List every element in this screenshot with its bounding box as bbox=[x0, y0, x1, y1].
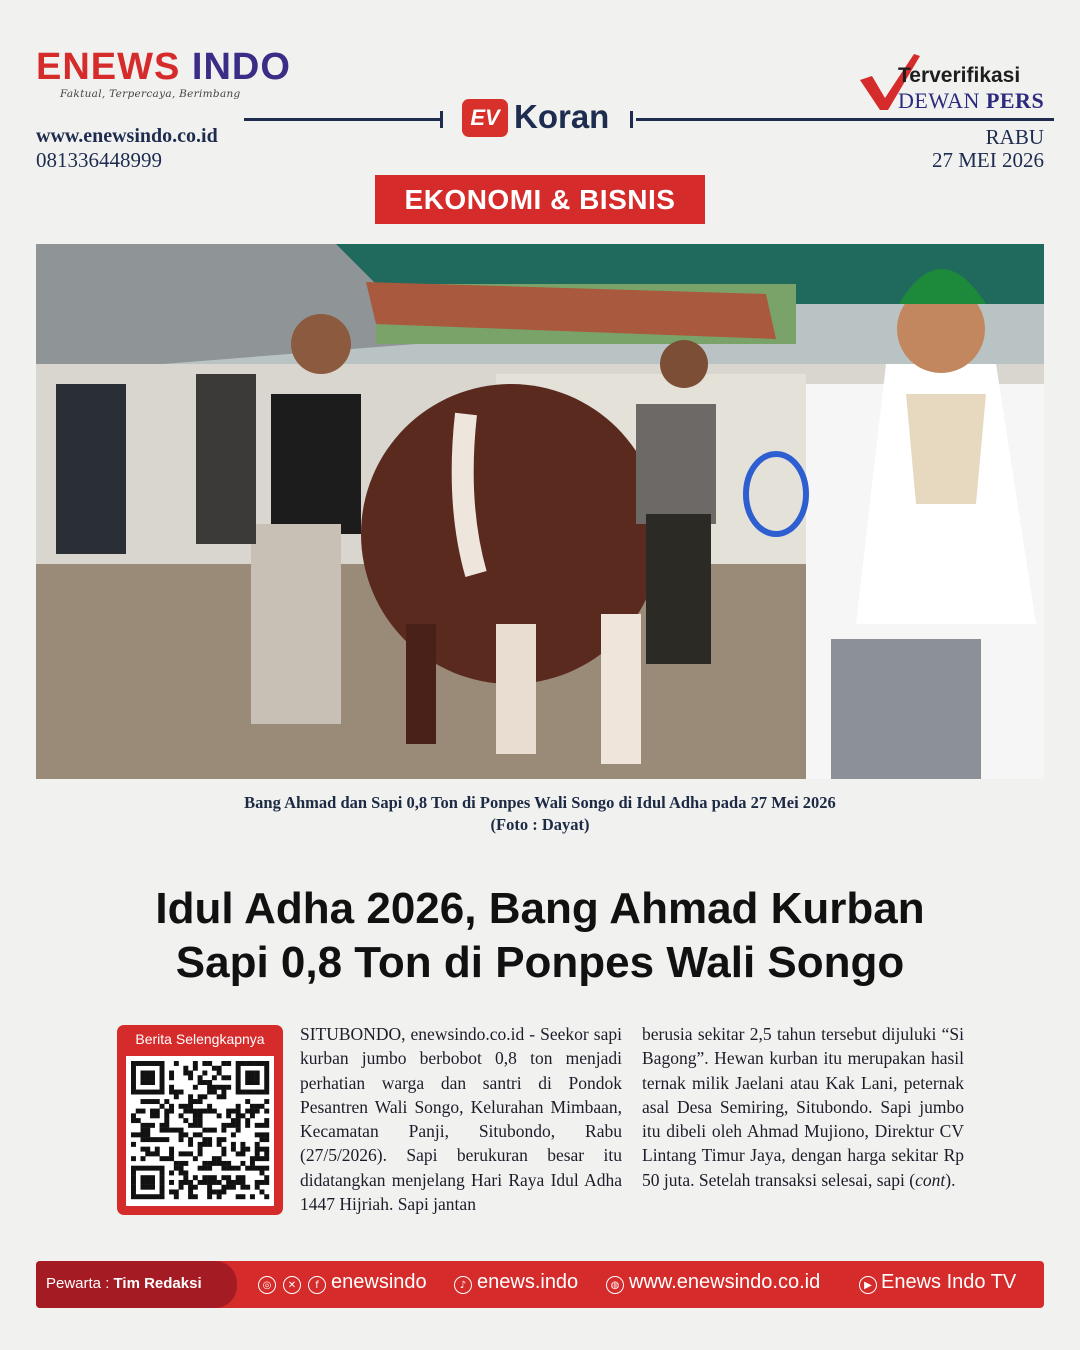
article-photo bbox=[36, 244, 1044, 779]
facebook-icon[interactable]: f bbox=[308, 1276, 326, 1294]
youtube-channel[interactable]: Enews Indo TV bbox=[881, 1271, 1017, 1293]
qr-code-icon bbox=[126, 1056, 274, 1206]
tiktok-handle[interactable]: enews.indo bbox=[477, 1271, 579, 1293]
press-council-label bbox=[898, 88, 1044, 114]
reporter-name: Tim Redaksi bbox=[113, 1275, 202, 1292]
brand-tagline: Faktual, Terpercaya, Berimbang bbox=[60, 88, 241, 100]
issue-date: 27 MEI 2026 bbox=[932, 148, 1044, 172]
qr-title: Berita Selengkapnya bbox=[135, 1031, 265, 1047]
phone-number: 081336448999 bbox=[36, 148, 162, 172]
header-rule-right bbox=[636, 118, 1054, 121]
article-column-1: SITUBONDO, enewsindo.co.id - Seekor sapi kurban jumbo berbobot 0,8 ton menjadi perhatian warga dan santri di Pondok Pesantren Wali Songo, Kelurahan Mimbaan, Kecamatan Panji, Situbondo, Rabu (27/5/2026). Sapi berukuran besar itu didatangkan menjelang Hari Raya Idul Adha 1447 Hijriah. Sapi jantan bbox=[300, 1024, 622, 1215]
instagram-icon[interactable]: ◎ bbox=[258, 1276, 276, 1294]
reporter-credit bbox=[46, 1275, 202, 1292]
header-rule-left bbox=[244, 118, 440, 121]
continued-marker: cont bbox=[915, 1169, 946, 1190]
x-icon[interactable]: ✕ bbox=[283, 1276, 301, 1294]
youtube-icon[interactable]: ▶ bbox=[859, 1276, 877, 1294]
issue-day: RABU bbox=[985, 125, 1044, 149]
article-column-2 bbox=[642, 1022, 964, 1192]
press-council-word-dewan: DEWAN bbox=[898, 88, 980, 113]
globe-icon[interactable]: ◍ bbox=[606, 1276, 624, 1294]
reporter-label: Pewarta : bbox=[46, 1275, 114, 1292]
headline-line-2: Sapi 0,8 Ton di Ponpes Wali Songo bbox=[175, 938, 905, 987]
qr-code[interactable] bbox=[126, 1056, 274, 1206]
photo-illustration bbox=[36, 244, 1044, 779]
ev-badge-icon: EV bbox=[462, 99, 508, 137]
article-column-2-text: berusia sekitar 2,5 tahun tersebut dijuluki “Si Bagong”. Hewan kurban itu merupakan hasil ternak milik Jaelani atau Kak Lani, peternak asal Desa Semiring, Situbondo. Sapi jumbo itu dibeli oleh Ahmad Mujiono, Direktur CV Lintang Timur Jaya, dengan harga sekitar Rp 50 juta. Setelah transaksi selesai, sapi ( bbox=[642, 1024, 964, 1190]
photo-caption-text: Bang Ahmad dan Sapi 0,8 Ton di Ponpes Wali Songo di Idul Adha pada 27 Mei 2026 bbox=[244, 793, 836, 812]
brand-logo bbox=[36, 48, 291, 86]
section-tag: EKONOMI & BISNIS bbox=[375, 175, 705, 224]
article-column-2-end: ). bbox=[945, 1169, 956, 1190]
header-rule-tick bbox=[630, 111, 633, 128]
tiktok-icon[interactable]: ♪ bbox=[454, 1276, 472, 1294]
logo-word-indo: INDO bbox=[191, 46, 291, 88]
verified-label: Terverifikasi bbox=[898, 64, 1021, 87]
press-council-word-pers: PERS bbox=[985, 88, 1045, 113]
photo-caption bbox=[100, 792, 980, 836]
headline-line-1: Idul Adha 2026, Bang Ahmad Kurban bbox=[155, 884, 925, 933]
social-handle[interactable]: enewsindo bbox=[331, 1271, 427, 1293]
website-link[interactable]: www.enewsindo.co.id bbox=[36, 125, 218, 147]
photo-credit: (Foto : Dayat) bbox=[490, 815, 590, 834]
article-headline bbox=[60, 882, 1020, 990]
logo-word-enews: ENEWS bbox=[36, 46, 181, 88]
header-rule-tick bbox=[440, 111, 443, 128]
edition-label: Koran bbox=[514, 98, 610, 135]
footer-website[interactable]: www.enewsindo.co.id bbox=[629, 1271, 821, 1293]
